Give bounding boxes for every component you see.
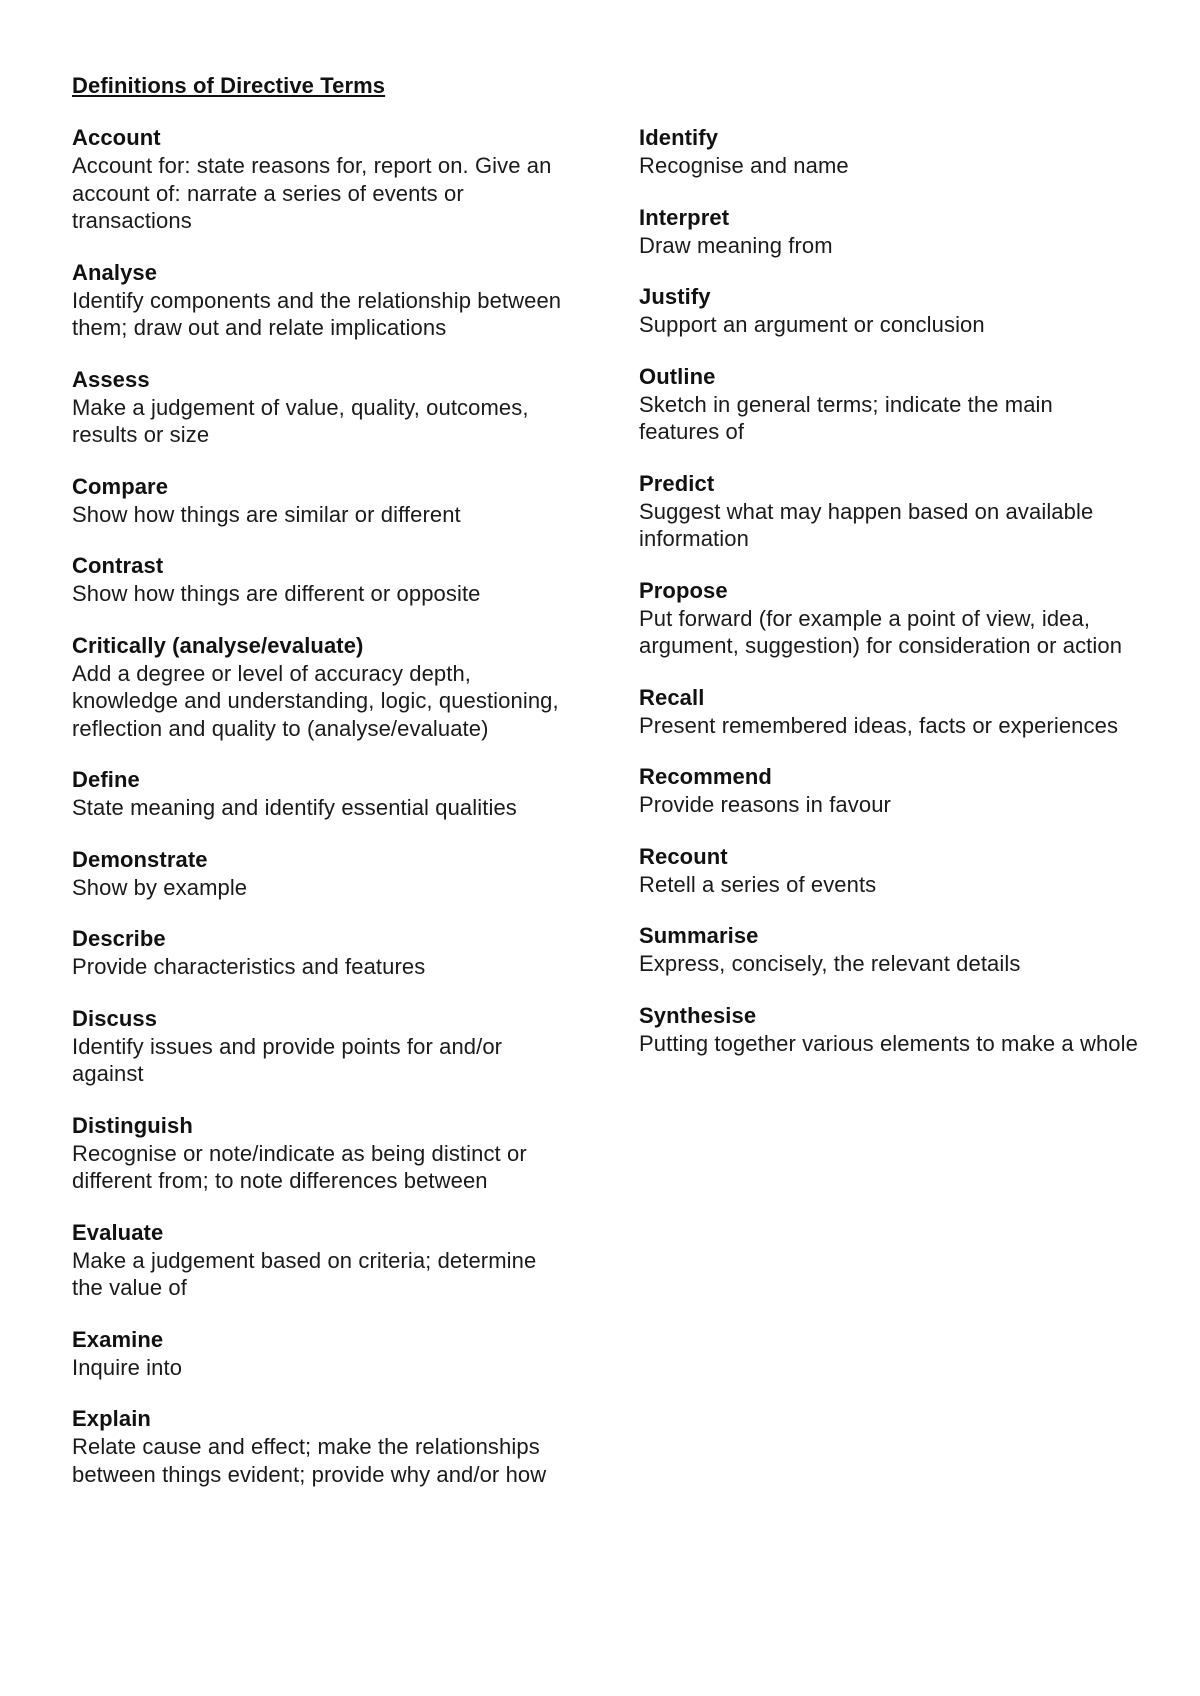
term-definition: Recognise or note/indicate as being distinct or different from; to note differences between [72,1140,527,1193]
term-definition: Show how things are different or opposite [72,581,481,606]
term-definition: Provide characteristics and features [72,954,426,979]
term-definition: Recognise and name [639,153,849,178]
term-entry [72,766,572,822]
term-name: Examine [72,1326,164,1352]
term-entry [639,204,1139,260]
term-entry [72,846,572,902]
term-entry [639,684,1139,740]
term-definition: Putting together various elements to make a whole [639,1030,1138,1056]
term-name: Outline [639,363,716,389]
term-name: Summarise [639,923,759,948]
term-name: Justify [639,284,711,309]
term-entry [72,552,572,608]
term-definition: Identify components and the relationship between them; draw out and relate implications [72,287,562,340]
term-definition: Make a judgement based on criteria; determine the value of [72,1247,537,1300]
term-entry [72,1405,572,1488]
term-definition: Show how things are similar or different [72,501,461,527]
term-definition: Support an argument or conclusion [639,312,985,337]
term-definition: Put forward (for example a point of view, idea, argument, suggestion) for consideration or action [639,605,1123,658]
term-entry [72,1112,572,1195]
term-name: Compare [72,473,169,499]
term-entry [639,763,1139,819]
term-entry [639,363,1139,446]
term-name: Assess [72,366,150,392]
term-entry [639,577,1139,660]
term-definition: Express, concisely, the relevant details [639,951,1021,976]
term-entry [72,1219,572,1302]
term-name: Predict [639,470,715,496]
term-entry [639,283,1139,339]
term-entry [639,124,1139,180]
term-definition: Relate cause and effect; make the relationships between things evident; provide why and/or how [72,1434,547,1487]
term-entry [639,922,1139,978]
term-name: Contrast [72,553,164,578]
term-name: Recall [639,684,705,710]
term-name: Evaluate [72,1219,164,1245]
term-definition: Inquire into [72,1354,183,1380]
term-name: Describe [72,926,166,951]
term-definition: Account for: state reasons for, report on. Give an account of: narrate a series of events or transactions [72,153,552,233]
term-name: Discuss [72,1005,158,1031]
term-name: Critically (analyse/evaluate) [72,632,364,658]
term-name: Recount [639,843,728,869]
term-entry [72,124,572,235]
term-entry [639,470,1139,553]
term-definition: Present remembered ideas, facts or experiences [639,712,1119,738]
term-name: Interpret [639,204,730,230]
term-entry [639,1002,1139,1058]
term-definition: Retell a series of events [639,871,877,897]
term-definition: Draw meaning from [639,232,833,258]
term-entry [72,366,572,449]
term-entry [72,1326,572,1382]
term-definition: Sketch in general terms; indicate the main features of [639,391,1053,444]
right-column [639,124,1139,1081]
term-name: Synthesise [639,1002,757,1028]
document-title: Definitions of Directive Terms [72,73,386,98]
term-definition: Provide reasons in favour [639,792,891,817]
term-entry [72,632,572,743]
term-name: Define [72,767,140,792]
term-entry [72,1005,572,1088]
term-name: Distinguish [72,1112,193,1138]
term-name: Analyse [72,259,158,285]
term-definition: Add a degree or level of accuracy depth, knowledge and understanding, logic, questioning, reflection and quality to (analyse/evaluate) [72,660,559,741]
term-name: Explain [72,1406,151,1431]
term-name: Demonstrate [72,846,208,872]
term-definition: Suggest what may happen based on available information [639,498,1094,551]
term-entry [72,259,572,342]
term-definition: Make a judgement of value, quality, outcomes, results or size [72,394,529,447]
term-name: Propose [639,577,728,603]
term-definition: Show by example [72,874,248,900]
term-entry [72,473,572,529]
term-name: Recommend [639,764,772,789]
term-definition: State meaning and identify essential qualities [72,795,517,820]
term-entry [639,843,1139,899]
term-entry [72,925,572,981]
term-name: Account [72,125,161,150]
term-definition: Identify issues and provide points for and/or against [72,1033,503,1086]
term-name: Identify [639,125,719,150]
left-column [72,124,572,1512]
